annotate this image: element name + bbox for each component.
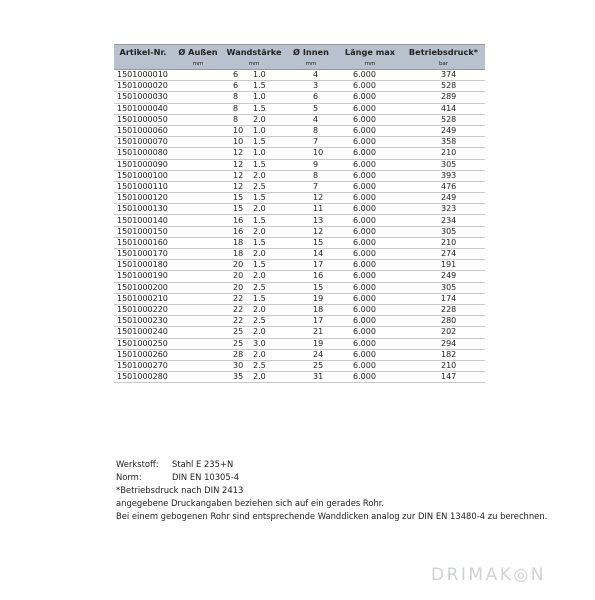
table-row bbox=[114, 349, 485, 360]
table-cell: 6.000 bbox=[338, 148, 402, 159]
table-cell: 249 bbox=[402, 193, 485, 204]
table-row bbox=[114, 215, 485, 226]
table-cell: 30 bbox=[172, 360, 224, 371]
table-cell: 1501000110 bbox=[114, 181, 172, 192]
table-cell: 12 bbox=[172, 181, 224, 192]
header-row bbox=[114, 45, 485, 60]
table-cell: 1.5 bbox=[224, 215, 284, 226]
unit-betriebsdruck: bar bbox=[402, 59, 485, 70]
table-row bbox=[114, 260, 485, 271]
table-row bbox=[114, 327, 485, 338]
unit-innen: mm bbox=[284, 59, 338, 70]
table-row bbox=[114, 103, 485, 114]
col-header-innen: Ø Innen bbox=[284, 45, 338, 60]
table-cell: 6.000 bbox=[338, 237, 402, 248]
note-line-2: Bei einem gebogenen Rohr sind entsprechende Wanddicken analog zur DIN EN 13480-4 zu berechnen. bbox=[116, 511, 548, 521]
table-cell: 1.0 bbox=[224, 148, 284, 159]
table-cell: 15 bbox=[172, 193, 224, 204]
table-row bbox=[114, 204, 485, 215]
table-row bbox=[114, 114, 485, 125]
unit-row bbox=[114, 59, 485, 70]
table-cell: 17 bbox=[284, 260, 338, 271]
table-row bbox=[114, 159, 485, 170]
table-cell: 2.0 bbox=[224, 372, 284, 383]
table-cell: 6.000 bbox=[338, 193, 402, 204]
table-cell: 6.000 bbox=[338, 316, 402, 327]
table-cell: 3.0 bbox=[224, 338, 284, 349]
table-cell: 12 bbox=[284, 193, 338, 204]
table-cell: 1.5 bbox=[224, 103, 284, 114]
table-cell: 1501000050 bbox=[114, 114, 172, 125]
table-row bbox=[114, 360, 485, 371]
table-cell: 1501000130 bbox=[114, 204, 172, 215]
table-cell: 6.000 bbox=[338, 81, 402, 92]
table-cell: 2.0 bbox=[224, 304, 284, 315]
table-row bbox=[114, 125, 485, 136]
table-cell: 6.000 bbox=[338, 215, 402, 226]
table-cell: 147 bbox=[402, 372, 485, 383]
table-cell: 1501000260 bbox=[114, 349, 172, 360]
table-cell: 1.0 bbox=[224, 125, 284, 136]
table-cell: 249 bbox=[402, 125, 485, 136]
table-cell: 274 bbox=[402, 249, 485, 260]
table-cell: 1501000040 bbox=[114, 103, 172, 114]
table-cell: 9 bbox=[284, 159, 338, 170]
table-cell: 5 bbox=[284, 103, 338, 114]
table-cell: 528 bbox=[402, 81, 485, 92]
table-cell: 4 bbox=[284, 114, 338, 125]
table-cell: 1501000100 bbox=[114, 170, 172, 181]
table-row bbox=[114, 316, 485, 327]
col-header-laenge: Länge max bbox=[338, 45, 402, 60]
table-cell: 8 bbox=[172, 114, 224, 125]
table-cell: 393 bbox=[402, 170, 485, 181]
table-cell: 2.0 bbox=[224, 204, 284, 215]
table-cell: 6.000 bbox=[338, 304, 402, 315]
table-cell: 8 bbox=[172, 92, 224, 103]
unit-aussen: mm bbox=[172, 59, 224, 70]
table-cell: 476 bbox=[402, 181, 485, 192]
table-cell: 16 bbox=[284, 271, 338, 282]
table-cell: 6.000 bbox=[338, 226, 402, 237]
table-row bbox=[114, 92, 485, 103]
table-cell: 8 bbox=[284, 170, 338, 181]
table-row bbox=[114, 293, 485, 304]
table-cell: 13 bbox=[284, 215, 338, 226]
table-row bbox=[114, 282, 485, 293]
table-cell: 289 bbox=[402, 92, 485, 103]
table-cell: 14 bbox=[284, 249, 338, 260]
table-cell: 1501000140 bbox=[114, 215, 172, 226]
table-cell: 6.000 bbox=[338, 349, 402, 360]
norm-line bbox=[116, 471, 547, 484]
table-cell: 2.5 bbox=[224, 360, 284, 371]
table-cell: 22 bbox=[172, 304, 224, 315]
table-cell: 6.000 bbox=[338, 372, 402, 383]
table-cell: 1501000250 bbox=[114, 338, 172, 349]
table-cell: 6.000 bbox=[338, 181, 402, 192]
table-row bbox=[114, 372, 485, 383]
table-cell: 182 bbox=[402, 349, 485, 360]
table-cell: 305 bbox=[402, 226, 485, 237]
table-row bbox=[114, 70, 485, 81]
table-cell: 6.000 bbox=[338, 293, 402, 304]
table-cell: 6.000 bbox=[338, 260, 402, 271]
unit-wandstaerke: mm bbox=[224, 59, 284, 70]
table-cell: 8 bbox=[172, 103, 224, 114]
table-cell: 6.000 bbox=[338, 70, 402, 81]
table-cell: 1501000120 bbox=[114, 193, 172, 204]
table-cell: 1501000200 bbox=[114, 282, 172, 293]
table-cell: 1501000060 bbox=[114, 125, 172, 136]
table-cell: 6.000 bbox=[338, 159, 402, 170]
table-row bbox=[114, 249, 485, 260]
note-line-1: angegebene Druckangaben beziehen sich auf ein gerades Rohr. bbox=[116, 498, 385, 508]
table-cell: 2.0 bbox=[224, 170, 284, 181]
table-cell: 1501000280 bbox=[114, 372, 172, 383]
footnote: *Betriebsdruck nach DIN 2413 bbox=[116, 485, 244, 495]
table-cell: 19 bbox=[284, 293, 338, 304]
table-cell: 25 bbox=[284, 360, 338, 371]
table-cell: 6 bbox=[172, 70, 224, 81]
spec-table-container bbox=[114, 44, 485, 383]
table-cell: 6.000 bbox=[338, 360, 402, 371]
unit-artikel bbox=[114, 59, 172, 70]
table-row bbox=[114, 148, 485, 159]
col-header-artikel: Artikel-Nr. bbox=[114, 45, 172, 60]
table-cell: 16 bbox=[172, 215, 224, 226]
notes-block bbox=[116, 458, 547, 523]
drimakon-logo: DRIMAK◎N bbox=[431, 565, 546, 585]
table-cell: 1.5 bbox=[224, 293, 284, 304]
table-cell: 6 bbox=[284, 92, 338, 103]
col-header-aussen: Ø Außen bbox=[172, 45, 224, 60]
table-cell: 1501000190 bbox=[114, 271, 172, 282]
table-cell: 6.000 bbox=[338, 204, 402, 215]
table-cell: 2.5 bbox=[224, 282, 284, 293]
table-cell: 234 bbox=[402, 215, 485, 226]
table-cell: 18 bbox=[172, 237, 224, 248]
table-cell: 1501000080 bbox=[114, 148, 172, 159]
table-cell: 2.0 bbox=[224, 271, 284, 282]
table-cell: 2.5 bbox=[224, 181, 284, 192]
table-row bbox=[114, 170, 485, 181]
table-cell: 210 bbox=[402, 360, 485, 371]
table-cell: 414 bbox=[402, 103, 485, 114]
table-cell: 374 bbox=[402, 70, 485, 81]
table-cell: 11 bbox=[284, 204, 338, 215]
spec-table bbox=[114, 44, 485, 383]
table-cell: 1501000240 bbox=[114, 327, 172, 338]
table-cell: 6.000 bbox=[338, 282, 402, 293]
norm-label: Norm: bbox=[116, 472, 142, 482]
col-header-wandstaerke: Wandstärke bbox=[224, 45, 284, 60]
table-cell: 2.0 bbox=[224, 249, 284, 260]
table-cell: 22 bbox=[172, 316, 224, 327]
table-cell: 305 bbox=[402, 159, 485, 170]
table-row bbox=[114, 81, 485, 92]
table-cell: 6.000 bbox=[338, 170, 402, 181]
table-cell: 210 bbox=[402, 148, 485, 159]
table-cell: 25 bbox=[172, 338, 224, 349]
table-cell: 1.5 bbox=[224, 237, 284, 248]
table-cell: 25 bbox=[172, 327, 224, 338]
table-cell: 1.5 bbox=[224, 193, 284, 204]
table-cell: 12 bbox=[172, 148, 224, 159]
table-cell: 7 bbox=[284, 181, 338, 192]
table-cell: 202 bbox=[402, 327, 485, 338]
table-cell: 228 bbox=[402, 304, 485, 315]
table-cell: 1501000180 bbox=[114, 260, 172, 271]
table-cell: 6.000 bbox=[338, 92, 402, 103]
werkstoff-value: Stahl E 235+N bbox=[172, 459, 234, 469]
norm-value: DIN EN 10305-4 bbox=[172, 472, 240, 482]
table-cell: 10 bbox=[284, 148, 338, 159]
table-cell: 10 bbox=[172, 125, 224, 136]
table-row bbox=[114, 237, 485, 248]
table-cell: 2.0 bbox=[224, 114, 284, 125]
table-cell: 1501000230 bbox=[114, 316, 172, 327]
table-cell: 16 bbox=[172, 226, 224, 237]
table-cell: 305 bbox=[402, 282, 485, 293]
table-cell: 6.000 bbox=[338, 271, 402, 282]
table-cell: 528 bbox=[402, 114, 485, 125]
table-cell: 20 bbox=[172, 260, 224, 271]
table-cell: 358 bbox=[402, 137, 485, 148]
table-cell: 6.000 bbox=[338, 114, 402, 125]
table-cell: 15 bbox=[172, 204, 224, 215]
table-cell: 1.5 bbox=[224, 81, 284, 92]
table-cell: 19 bbox=[284, 338, 338, 349]
table-cell: 191 bbox=[402, 260, 485, 271]
table-cell: 323 bbox=[402, 204, 485, 215]
table-cell: 18 bbox=[172, 249, 224, 260]
table-cell: 2.0 bbox=[224, 226, 284, 237]
table-cell: 8 bbox=[284, 125, 338, 136]
table-cell: 28 bbox=[172, 349, 224, 360]
table-cell: 6.000 bbox=[338, 249, 402, 260]
table-cell: 1501000030 bbox=[114, 92, 172, 103]
table-row bbox=[114, 338, 485, 349]
table-cell: 6.000 bbox=[338, 327, 402, 338]
table-row bbox=[114, 226, 485, 237]
table-cell: 31 bbox=[284, 372, 338, 383]
table-cell: 6.000 bbox=[338, 338, 402, 349]
table-cell: 2.5 bbox=[224, 316, 284, 327]
table-cell: 210 bbox=[402, 237, 485, 248]
table-cell: 3 bbox=[284, 81, 338, 92]
table-cell: 1.0 bbox=[224, 92, 284, 103]
table-cell: 1.0 bbox=[224, 70, 284, 81]
table-body bbox=[114, 70, 485, 383]
table-cell: 2.0 bbox=[224, 327, 284, 338]
table-cell: 6.000 bbox=[338, 137, 402, 148]
table-cell: 22 bbox=[172, 293, 224, 304]
table-row bbox=[114, 271, 485, 282]
table-cell: 2.0 bbox=[224, 349, 284, 360]
table-cell: 24 bbox=[284, 349, 338, 360]
table-cell: 35 bbox=[172, 372, 224, 383]
table-cell: 1501000090 bbox=[114, 159, 172, 170]
col-header-betriebsdruck: Betriebsdruck* bbox=[402, 45, 485, 60]
table-row bbox=[114, 193, 485, 204]
werkstoff-line bbox=[116, 458, 547, 471]
table-cell: 10 bbox=[172, 137, 224, 148]
table-cell: 6.000 bbox=[338, 103, 402, 114]
table-cell: 20 bbox=[172, 271, 224, 282]
table-cell: 1.5 bbox=[224, 137, 284, 148]
table-cell: 12 bbox=[172, 159, 224, 170]
table-cell: 1501000220 bbox=[114, 304, 172, 315]
table-cell: 1.5 bbox=[224, 159, 284, 170]
table-cell: 1501000020 bbox=[114, 81, 172, 92]
unit-laenge: mm bbox=[338, 59, 402, 70]
table-cell: 1501000270 bbox=[114, 360, 172, 371]
table-cell: 20 bbox=[172, 282, 224, 293]
table-cell: 17 bbox=[284, 316, 338, 327]
table-cell: 1.5 bbox=[224, 260, 284, 271]
table-row bbox=[114, 181, 485, 192]
table-cell: 12 bbox=[172, 170, 224, 181]
table-cell: 1501000170 bbox=[114, 249, 172, 260]
werkstoff-label: Werkstoff: bbox=[116, 459, 159, 469]
table-cell: 4 bbox=[284, 70, 338, 81]
table-cell: 6 bbox=[172, 81, 224, 92]
table-cell: 18 bbox=[284, 304, 338, 315]
table-cell: 1501000210 bbox=[114, 293, 172, 304]
table-cell: 294 bbox=[402, 338, 485, 349]
table-row bbox=[114, 137, 485, 148]
table-cell: 6.000 bbox=[338, 125, 402, 136]
table-row bbox=[114, 304, 485, 315]
table-cell: 15 bbox=[284, 282, 338, 293]
table-cell: 174 bbox=[402, 293, 485, 304]
table-cell: 15 bbox=[284, 237, 338, 248]
table-cell: 280 bbox=[402, 316, 485, 327]
table-cell: 7 bbox=[284, 137, 338, 148]
table-cell: 1501000070 bbox=[114, 137, 172, 148]
table-cell: 21 bbox=[284, 327, 338, 338]
table-cell: 1501000160 bbox=[114, 237, 172, 248]
table-cell: 12 bbox=[284, 226, 338, 237]
table-cell: 1501000150 bbox=[114, 226, 172, 237]
table-cell: 249 bbox=[402, 271, 485, 282]
table-cell: 1501000010 bbox=[114, 70, 172, 81]
